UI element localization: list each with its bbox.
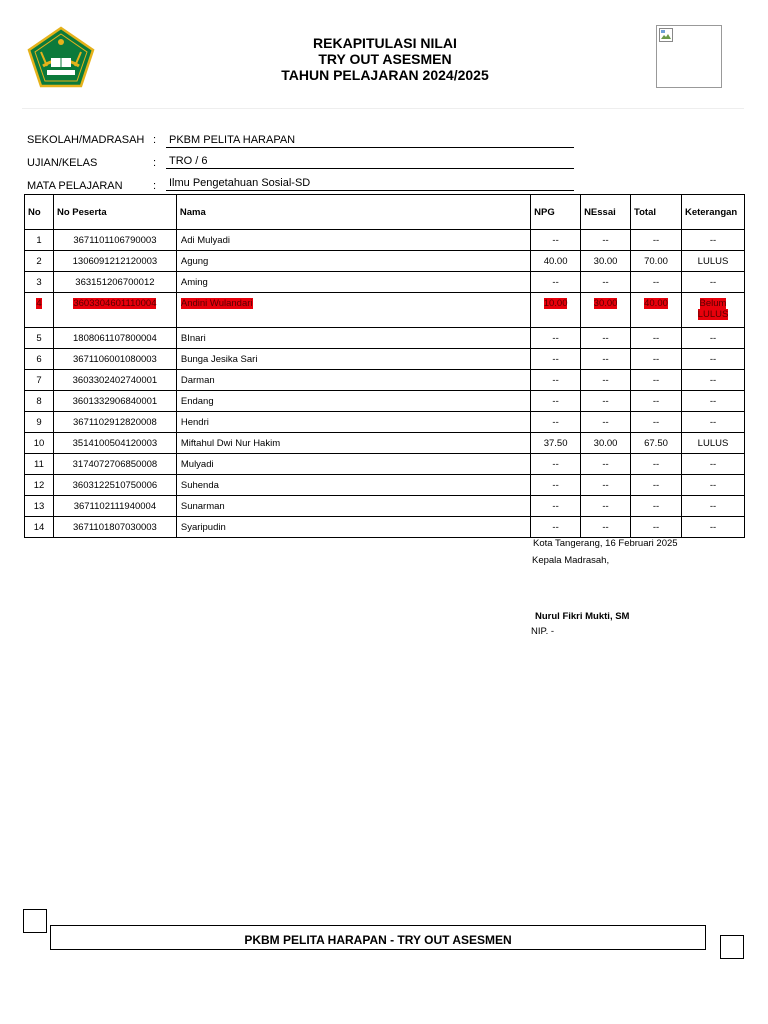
footer-right-square: [720, 935, 744, 959]
cell-no: 3: [25, 272, 54, 293]
cell-npg: --: [531, 328, 581, 349]
cell-no: 7: [25, 370, 54, 391]
title-line-2: TRY OUT ASESMEN: [318, 51, 452, 67]
keterangan-line-2: LULUS: [697, 309, 729, 320]
cell-peserta: 1306091212120003: [53, 251, 176, 272]
cell-nessai: --: [581, 370, 631, 391]
cell-total: --: [631, 391, 682, 412]
sekolah-label: SEKOLAH/MADRASAH: [27, 134, 145, 146]
cell-nama: Syaripudin: [176, 517, 530, 538]
cell-total: --: [631, 454, 682, 475]
table-header-row: [25, 195, 745, 230]
cell-peserta: 3671106001080003: [53, 349, 176, 370]
cell-nama: Endang: [176, 391, 530, 412]
cell-total: 67.50: [631, 433, 682, 454]
ujian-label: UJIAN/KELAS: [27, 157, 98, 169]
cell-no: 12: [25, 475, 54, 496]
cell-npg: --: [531, 475, 581, 496]
cell-npg: --: [531, 272, 581, 293]
mapel-value: Ilmu Pengetahuan Sosial-SD: [166, 177, 574, 191]
cell-nessai: 30.00: [593, 298, 618, 309]
cell-keterangan: [681, 293, 744, 328]
header-nessai: NEssai: [581, 195, 631, 230]
cell-total: --: [631, 496, 682, 517]
cell-nama: Aming: [176, 272, 530, 293]
cell-total: --: [631, 517, 682, 538]
cell-npg: 10.00: [543, 298, 568, 309]
signature-nip: NIP. -: [531, 626, 555, 637]
cell-total: --: [631, 412, 682, 433]
cell-nama: Mulyadi: [176, 454, 530, 475]
cell-npg: --: [531, 454, 581, 475]
document-title: [0, 35, 768, 83]
cell-npg: 40.00: [531, 251, 581, 272]
signature-role: Kepala Madrasah,: [532, 555, 610, 566]
table-row: [25, 475, 745, 496]
table-row: [25, 433, 745, 454]
cell-nessai: --: [581, 230, 631, 251]
cell-no: 8: [25, 391, 54, 412]
cell-total: --: [631, 370, 682, 391]
cell-nama: Sunarman: [176, 496, 530, 517]
table-row: [25, 272, 745, 293]
cell-nama: Bunga Jesika Sari: [176, 349, 530, 370]
cell-nessai: --: [581, 475, 631, 496]
cell-peserta: 3671102912820008: [53, 412, 176, 433]
cell-nessai: --: [581, 328, 631, 349]
cell-peserta: 3603304601110004: [73, 298, 157, 309]
cell-keterangan: --: [681, 517, 744, 538]
photo-placeholder: [656, 25, 722, 88]
header-total: Total: [631, 195, 682, 230]
table-row: [25, 349, 745, 370]
cell-peserta: 3671101106790003: [53, 230, 176, 251]
cell-nessai: --: [581, 349, 631, 370]
cell-total: --: [631, 272, 682, 293]
footer-banner: PKBM PELITA HARAPAN - TRY OUT ASESMEN: [50, 925, 706, 950]
cell-no: 2: [25, 251, 54, 272]
cell-nama: Suhenda: [176, 475, 530, 496]
table-row: [25, 412, 745, 433]
signature-name: Nurul Fikri Mukti, SM: [535, 611, 630, 622]
mapel-colon: :: [153, 180, 157, 192]
header-nama: Nama: [176, 195, 530, 230]
cell-nama: Andini Wulandari: [180, 298, 253, 309]
cell-no: 1: [25, 230, 54, 251]
cell-keterangan: --: [681, 454, 744, 475]
cell-keterangan: --: [681, 349, 744, 370]
broken-image-icon: [659, 28, 673, 42]
cell-keterangan: --: [681, 391, 744, 412]
header-npg: NPG: [531, 195, 581, 230]
cell-peserta: 3514100504120003: [53, 433, 176, 454]
title-line-3: TAHUN PELAJARAN 2024/2025: [281, 67, 489, 83]
table-row: [25, 230, 745, 251]
title-line-1: REKAPITULASI NILAI: [313, 35, 457, 51]
cell-keterangan: --: [681, 496, 744, 517]
table-row: [25, 517, 745, 538]
cell-npg: --: [531, 496, 581, 517]
cell-no: 9: [25, 412, 54, 433]
cell-npg: --: [531, 412, 581, 433]
cell-keterangan: --: [681, 272, 744, 293]
signature-place-date: Kota Tangerang, 16 Februari 2025: [533, 538, 678, 549]
cell-total: 70.00: [631, 251, 682, 272]
cell-keterangan: --: [681, 328, 744, 349]
cell-peserta: 3671101807030003: [53, 517, 176, 538]
cell-nessai: --: [581, 412, 631, 433]
cell-total: --: [631, 349, 682, 370]
cell-keterangan: --: [681, 475, 744, 496]
cell-npg: 37.50: [531, 433, 581, 454]
cell-no: 6: [25, 349, 54, 370]
cell-nama: Darman: [176, 370, 530, 391]
cell-nessai: 30.00: [581, 251, 631, 272]
cell-total: 40.00: [644, 298, 668, 309]
score-table: [24, 194, 745, 538]
sekolah-value: PKBM PELITA HARAPAN: [166, 134, 574, 148]
sekolah-colon: :: [153, 134, 157, 146]
cell-total: --: [631, 475, 682, 496]
cell-nama: BInari: [176, 328, 530, 349]
table-row-highlighted: [25, 293, 745, 328]
footer-left-square: [23, 909, 47, 933]
cell-peserta: 363151206700012: [53, 272, 176, 293]
table-row: [25, 496, 745, 517]
header-keterangan: Keterangan: [681, 195, 744, 230]
cell-no: 5: [25, 328, 54, 349]
cell-peserta: 3174072706850008: [53, 454, 176, 475]
mapel-label: MATA PELAJARAN: [27, 180, 123, 192]
cell-total: --: [631, 328, 682, 349]
cell-no: 10: [25, 433, 54, 454]
header-divider: [22, 108, 744, 109]
cell-nama: Miftahul Dwi Nur Hakim: [176, 433, 530, 454]
cell-nessai: --: [581, 454, 631, 475]
cell-no: 4: [36, 298, 42, 309]
cell-nama: Hendri: [176, 412, 530, 433]
cell-peserta: 3671102111940004: [53, 496, 176, 517]
cell-npg: --: [531, 517, 581, 538]
cell-keterangan: --: [681, 230, 744, 251]
cell-peserta: 3603302402740001: [53, 370, 176, 391]
cell-no: 11: [25, 454, 54, 475]
cell-npg: --: [531, 391, 581, 412]
cell-nessai: 30.00: [581, 433, 631, 454]
table-row: [25, 251, 745, 272]
header-no-peserta: No Peserta: [53, 195, 176, 230]
cell-nessai: --: [581, 272, 631, 293]
header-no: No: [25, 195, 54, 230]
cell-npg: --: [531, 230, 581, 251]
cell-npg: --: [531, 370, 581, 391]
cell-nessai: --: [581, 496, 631, 517]
cell-keterangan: --: [681, 412, 744, 433]
cell-no: 14: [25, 517, 54, 538]
ujian-colon: :: [153, 157, 157, 169]
cell-keterangan: LULUS: [681, 251, 744, 272]
table-row: [25, 391, 745, 412]
table-row: [25, 454, 745, 475]
cell-npg: --: [531, 349, 581, 370]
cell-peserta: 3601332906840001: [53, 391, 176, 412]
cell-peserta: 3603122510750006: [53, 475, 176, 496]
keterangan-line-1: Belum: [699, 298, 727, 309]
table-row: [25, 370, 745, 391]
cell-no: 13: [25, 496, 54, 517]
cell-total: --: [631, 230, 682, 251]
cell-nessai: --: [581, 517, 631, 538]
cell-nessai: --: [581, 391, 631, 412]
ujian-value: TRO / 6: [166, 155, 574, 169]
cell-nama: Adi Mulyadi: [176, 230, 530, 251]
cell-nama: Agung: [176, 251, 530, 272]
cell-keterangan: --: [681, 370, 744, 391]
table-row: [25, 328, 745, 349]
cell-peserta: 1808061107800004: [53, 328, 176, 349]
cell-keterangan: LULUS: [681, 433, 744, 454]
